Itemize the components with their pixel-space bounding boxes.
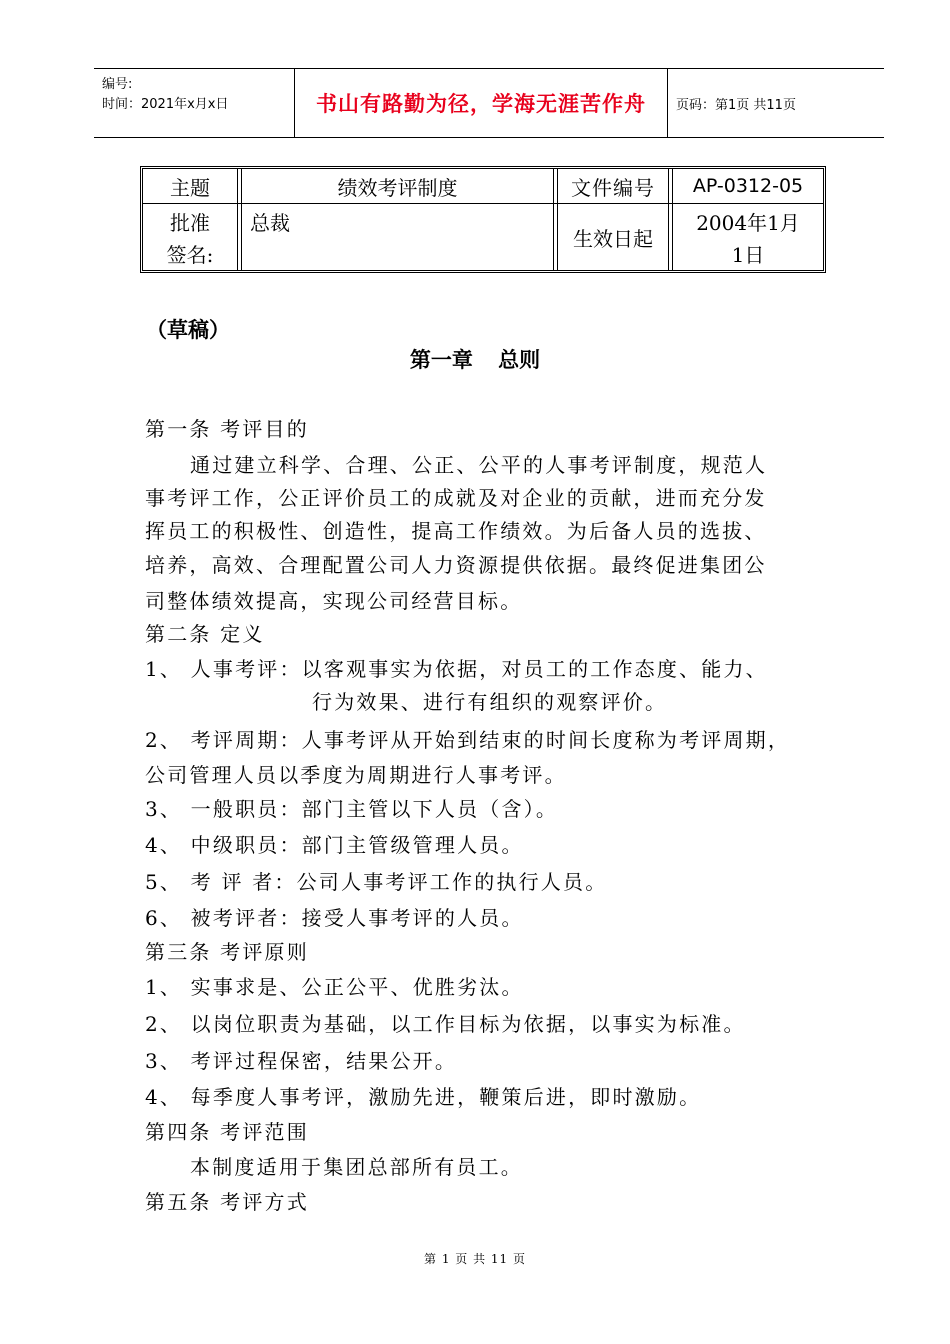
article-heading: 第一条 考评目的 — [145, 417, 309, 441]
subject-value: 绩效考评制度 — [337, 175, 458, 200]
draft-mark: （草稿） — [146, 318, 230, 342]
document-info-table — [140, 166, 826, 273]
page-footer: 第 1 页 共 11 页 — [424, 1252, 526, 1266]
page-info: 页码：第1页 共11页 — [676, 97, 796, 113]
header-page-cell — [668, 69, 884, 137]
paragraph-line: 培养，高效、合理配置公司人力资源提供依据。最终促进集团公 — [145, 553, 767, 577]
list-item: 1、 实事求是、公正公平、优胜劣汰。 — [145, 975, 524, 999]
doc-no-value: AP-0312-05 — [692, 175, 804, 197]
list-item: 6、 被考评者：接受人事考评的人员。 — [145, 906, 524, 930]
effective-label: 生效日起 — [573, 226, 653, 251]
article-heading: 第二条 定义 — [145, 622, 265, 646]
list-item: 4、 每季度人事考评，激励先进，鞭策后进，即时激励。 — [145, 1085, 702, 1109]
approve-label-line2: 签名: — [166, 242, 214, 267]
time-label: 时间：2021年x月x日 — [102, 97, 229, 112]
approve-value: 总裁 — [250, 210, 290, 235]
chapter-title: 第一章 总则 — [409, 348, 541, 372]
list-item-continuation: 公司管理人员以季度为周期进行人事考评。 — [145, 763, 567, 787]
list-item: 5、 考 评 者：公司人事考评工作的执行人员。 — [145, 870, 608, 894]
page-header — [94, 68, 884, 138]
paragraph-line: 事考评工作，公正评价员工的成就及对企业的贡献，进而充分发 — [145, 486, 767, 510]
list-item: 4、 中级职员：部门主管级管理人员。 — [145, 833, 524, 857]
list-item: 2、 以岗位职责为基础，以工作目标为依据，以事实为标准。 — [145, 1012, 746, 1036]
list-item: 1、 人事考评：以客观事实为依据，对员工的工作态度、能力、 — [145, 657, 768, 681]
paragraph-line: 司整体绩效提高，实现公司经营目标。 — [145, 589, 523, 613]
effective-value-line2: 1日 — [731, 242, 765, 267]
article-heading: 第三条 考评原则 — [145, 940, 309, 964]
article-heading: 第四条 考评范围 — [145, 1120, 309, 1144]
subject-label: 主题 — [170, 175, 210, 200]
header-meta-cell — [94, 69, 295, 137]
paragraph-line: 本制度适用于集团总部所有员工。 — [190, 1155, 523, 1179]
list-item-continuation: 行为效果、进行有组织的观察评价。 — [312, 690, 668, 714]
effective-value-line1: 2004年1月 — [696, 210, 800, 235]
list-item: 3、 一般职员：部门主管以下人员（含）。 — [145, 797, 559, 821]
article-heading: 第五条 考评方式 — [145, 1190, 309, 1214]
number-label: 编号: — [102, 77, 133, 92]
paragraph-line: 挥员工的积极性、创造性，提高工作绩效。为后备人员的选拔、 — [145, 519, 767, 543]
paragraph-line: 通过建立科学、合理、公正、公平的人事考评制度，规范人 — [190, 453, 768, 477]
list-item: 3、 考评过程保密，结果公开。 — [145, 1049, 458, 1073]
header-motto-cell — [295, 69, 668, 137]
doc-no-label: 文件编号 — [571, 175, 655, 200]
list-item: 2、 考评周期：人事考评从开始到结束的时间长度称为考评周期， — [145, 728, 791, 752]
approve-label-line1: 批准 — [170, 210, 210, 235]
motto: 书山有路勤为径，学海无涯苦作舟 — [316, 92, 646, 116]
